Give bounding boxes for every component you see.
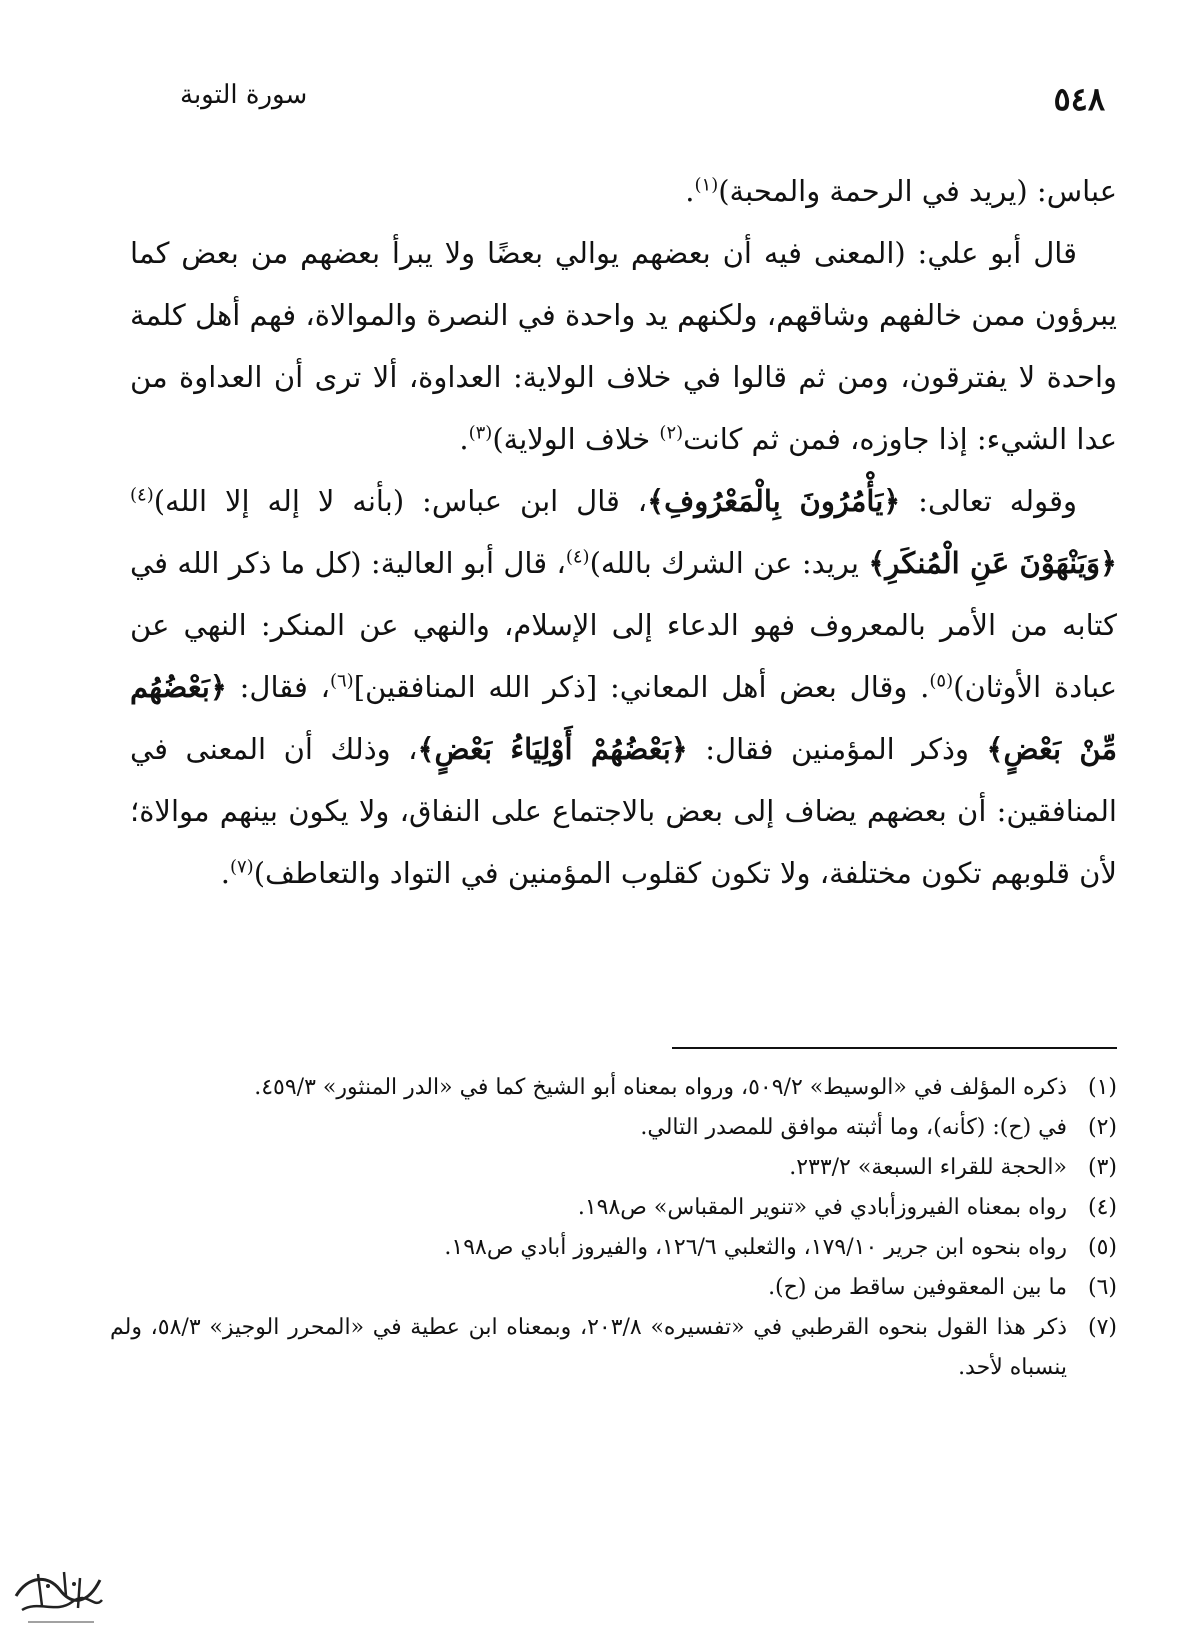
- text-segment: ، فقال:: [226, 670, 330, 704]
- quran-quote: ﴿وَيَنْهَوْنَ عَنِ الْمُنكَرِ﴾: [868, 546, 1118, 580]
- footnote-text: ذكره المؤلف في «الوسيط» ٥٠٩/٢، ورواه بمعناه أبو الشيخ كما في «الدر المنثور» ٤٥٩/٣.: [254, 1075, 1067, 1100]
- surah-title: سورة التوبة: [180, 80, 308, 110]
- footnote-text: ذكر هذا القول بنحوه القرطبي في «تفسيره» ٢٠٣/٨، وبمعناه ابن عطية في «المحرر الوجيز» ٥٨/٣، ولم ينسباه لأحد.: [110, 1315, 1068, 1380]
- footnote-item: [110, 1148, 1117, 1188]
- seal-mark-icon: [8, 1566, 108, 1632]
- paragraph-3: [130, 470, 1117, 904]
- footnote-ref: (٤): [565, 546, 590, 568]
- footnote-item: [110, 1268, 1117, 1308]
- paragraph-1: [130, 160, 1117, 222]
- footnote-number: (٦): [1087, 1275, 1117, 1300]
- text-segment: يريد: عن الشرك بالله): [589, 546, 869, 580]
- quran-quote: ﴿بَعْضُهُمْ أَوْلِيَاءُ بَعْضٍ﴾: [417, 732, 688, 766]
- footnote-text: في (ح): (كأنه)، وما أثبته موافق للمصدر التالي.: [640, 1115, 1067, 1140]
- footnote-text: رواه بمعناه الفيروزأبادي في «تنوير المقباس» ص١٩٨.: [577, 1195, 1067, 1220]
- text-segment: . وقال بعض أهل المعاني: [ذكر الله المنافقين]: [353, 670, 930, 704]
- footnote-text: «الحجة للقراء السبعة» ٢٣٣/٢.: [789, 1155, 1067, 1180]
- text-segment: خلاف الولاية): [492, 422, 660, 456]
- footnote-ref: (٣): [468, 422, 493, 444]
- quran-quote: ﴿يَأْمُرُونَ بِالْمَعْرُوفِ﴾: [647, 484, 901, 518]
- footnote-number: (١): [1087, 1075, 1117, 1100]
- footnote-ref: (١): [694, 174, 719, 196]
- quran-quote: ﴿بَعْضُهُم مِّنْ بَعْضٍ﴾: [130, 670, 1118, 766]
- main-text: [130, 160, 1117, 904]
- footnote-item: [110, 1188, 1117, 1228]
- footnote-ref: (٧): [229, 856, 254, 878]
- footnote-item: [110, 1068, 1117, 1108]
- footnote-number: (٧): [1087, 1315, 1117, 1340]
- footnote-item: [110, 1108, 1117, 1148]
- page-number: ٥٤٨: [1053, 80, 1105, 118]
- footnotes: [110, 1068, 1117, 1388]
- footnote-number: (٣): [1087, 1155, 1117, 1180]
- footnote-divider: [672, 1047, 1117, 1049]
- footnote-number: (٥): [1087, 1235, 1117, 1260]
- text-segment: وذكر المؤمنين فقال:: [687, 732, 987, 766]
- footnote-ref: (٦): [329, 670, 354, 692]
- footnote-item: [110, 1308, 1117, 1388]
- text-segment: قال أبو علي: (المعنى فيه أن بعضهم يوالي بعضًا ولا يبرأ بعضهم من بعض كما يبرؤون ممن خالفهم وشاقهم، ولكنهم يد واحدة في النصرة والموالاة، فهم أهل كلمة واحدة لا يفترقون، ومن ثم قالوا في خلاف الولاية: العداوة، ألا ترى أن العداوة من عدا الشيء: إذا جاوزه، فمن ثم كانت: [130, 236, 1117, 456]
- footnote-number: (٤): [1087, 1195, 1117, 1220]
- text-segment: ، قال أبو العالية: (كل ما ذكر الله في كتابه من الأمر بالمعروف فهو الدعاء إلى الإسلام، والنهي عن المنكر: النهي عن عبادة الأوثان): [130, 546, 1117, 704]
- calligraphy-seal: [8, 1566, 108, 1632]
- paragraph-2: [130, 222, 1117, 470]
- text-segment: .: [685, 174, 695, 208]
- footnote-ref: (٥): [929, 670, 954, 692]
- footnote-text: ما بين المعقوفين ساقط من (ح).: [768, 1275, 1067, 1300]
- footnote-item: [110, 1228, 1117, 1268]
- text-segment: ، وذلك أن المعنى في المنافقين: أن بعضهم يضاف إلى بعض بالاجتماع على النفاق، ولا يكون بينهم موالاة؛ لأن قلوبهم تكون مختلفة، ولا تكون كقلوب المؤمنين في التواد والتعاطف): [130, 732, 1117, 890]
- footnote-ref: (٢): [659, 422, 684, 444]
- text-segment: ، قال ابن عباس: (بأنه لا إله إلا الله): [153, 484, 648, 518]
- footnote-text: رواه بنحوه ابن جرير ١٧٩/١٠، والثعلبي ١٢٦/٦، والفيروز أبادي ص١٩٨.: [444, 1235, 1067, 1260]
- text-segment: .: [459, 422, 469, 456]
- footnote-number: (٢): [1087, 1115, 1117, 1140]
- text-segment: وقوله تعالى:: [900, 484, 1077, 518]
- page-header: [180, 80, 1105, 130]
- footnote-ref: (٤): [130, 484, 154, 506]
- text-segment: .: [220, 856, 230, 890]
- text-segment: عباس: (يريد في الرحمة والمحبة): [718, 174, 1117, 208]
